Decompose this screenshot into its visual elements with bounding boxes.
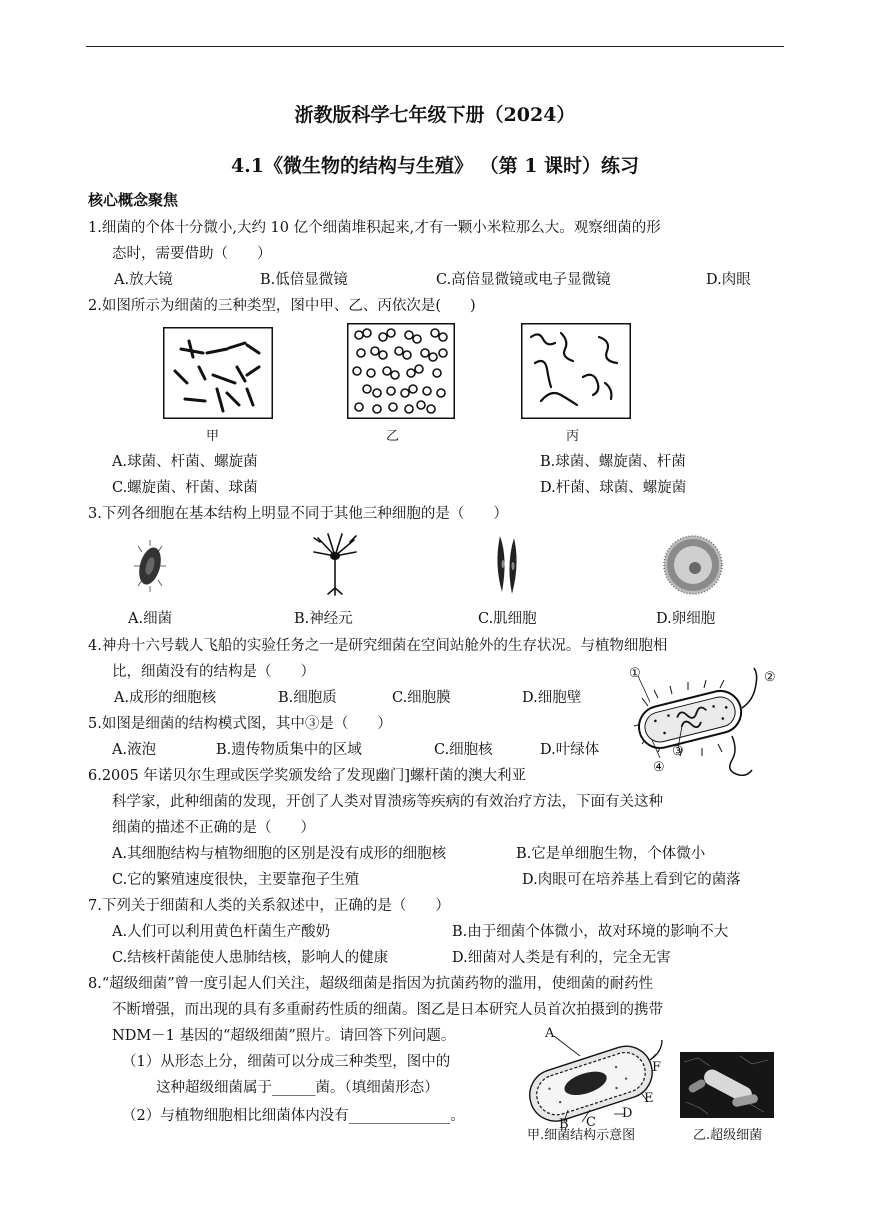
q7-stem: 7.下列关于细菌和人类的关系叙述中，正确的是（ ） — [88, 898, 450, 914]
q1-option-d: D.肉眼 — [706, 272, 751, 288]
q1-option-c: C.高倍显微镜或电子显微镜 — [436, 272, 611, 288]
q3-option-a: A.细菌 — [128, 611, 173, 627]
super-bacteria-photo — [680, 1052, 774, 1118]
q8-label-a: A — [545, 1026, 555, 1041]
q5-option-d: D.叶绿体 — [540, 742, 600, 758]
bacillus-figure — [163, 327, 273, 419]
q2-caption-yi: 乙 — [386, 429, 400, 444]
q8-sub1-line2: 这种超级细菌属于______菌。（填细菌形态） — [156, 1080, 439, 1096]
q6-option-d: D.肉眼可在培养基上看到它的菌落 — [522, 872, 741, 888]
q3-option-b: B.神经元 — [294, 611, 353, 627]
q8-sub2: （2）与植物细胞相比细菌体内没有______________。 — [122, 1108, 465, 1124]
q4-option-c: C.细胞膜 — [392, 690, 451, 706]
q2-option-a: A.球菌、杆菌、螺旋菌 — [112, 454, 258, 470]
q3-option-c: C.肌细胞 — [478, 611, 537, 627]
muscle-cell-image — [486, 534, 526, 596]
q8-label-d: D — [622, 1106, 633, 1121]
q4-option-a: A.成形的细胞核 — [114, 690, 217, 706]
q8-label-c: C — [586, 1115, 596, 1130]
q6-stem-line3: 细菌的描述不正确的是（ ） — [112, 820, 315, 836]
page-title: 浙教版科学七年级下册（2024） — [294, 104, 576, 126]
q6-stem-line1: 6.2005 年诺贝尔生理或医学奖颁发给了发现幽门]螺杆菌的澳大利亚 — [88, 768, 526, 784]
q5-label-1: ① — [629, 666, 641, 681]
q8-stem-line1: 8.“超级细菌”曾一度引起人们关注，超级细菌是指因为抗菌药物的滥用，使细菌的耐药性 — [88, 976, 654, 992]
q5-option-c: C.细胞核 — [434, 742, 493, 758]
q2-option-c: C.螺旋菌、杆菌、球菌 — [112, 480, 258, 496]
q8-label-f: F — [652, 1060, 662, 1075]
q3-stem: 3.下列各细胞在基本结构上明显不同于其他三种细胞的是（ ） — [88, 506, 508, 522]
q8-caption-yi: 乙.超级细菌 — [693, 1128, 763, 1143]
q7-option-b: B.由于细菌个体微小，故对环境的影响不大 — [452, 924, 729, 940]
q2-stem: 2.如图所示为细菌的三种类型，图中甲、乙、丙依次是( ) — [88, 298, 476, 314]
q8-stem-line2: 不断增强，而出现的具有多重耐药性质的细菌。图乙是日本研究人员首次拍摄到的携带 — [112, 1002, 663, 1018]
q8-sub1-line1: （1）从形态上分，细菌可以分成三种类型，图中的 — [122, 1054, 451, 1070]
q5-label-2: ② — [764, 670, 776, 685]
q6-option-c: C.它的繁殖速度很快，主要靠孢子生殖 — [112, 872, 360, 888]
q8-stem-line3: NDM－1 基因的“超级细菌”照片。请回答下列问题。 — [112, 1028, 456, 1044]
q6-option-b: B.它是单细胞生物，个体微小 — [516, 846, 706, 862]
q5-option-b: B.遗传物质集中的区域 — [216, 742, 362, 758]
bacterium-cell-image — [130, 538, 170, 594]
q2-caption-bing: 丙 — [566, 429, 580, 444]
q7-option-c: C.结核杆菌能使人患肺结核，影响人的健康 — [112, 950, 389, 966]
q3-option-d: D.卵细胞 — [656, 611, 716, 627]
q2-option-d: D.杆菌、球菌、螺旋菌 — [540, 480, 687, 496]
egg-cell-image — [662, 534, 724, 596]
q5-label-4: ④ — [653, 760, 665, 775]
page-subtitle: 4.1《微生物的结构与生殖》 （第 1 课时）练习 — [230, 155, 640, 177]
q6-stem-line2: 科学家，此种细菌的发现，开创了人类对胃溃疡等疾病的有效治疗方法，下面有关这种 — [112, 794, 663, 810]
q1-stem-line1: 1.细菌的个体十分微小,大约 10 亿个细菌堆积起来,才有一颗小米粒那么大。观察细菌的形 — [88, 220, 661, 236]
q8-caption-jia: 甲.细菌结构示意图 — [527, 1128, 636, 1143]
neuron-image — [310, 532, 360, 596]
q8-label-b: B — [559, 1117, 569, 1132]
q4-stem-line1: 4.神舟十六号载人飞船的实验任务之一是研究细菌在空间站舱外的生存状况。与植物细胞相 — [88, 638, 668, 654]
q2-option-b: B.球菌、螺旋菌、杆菌 — [540, 454, 686, 470]
q1-option-b: B.低倍显微镜 — [260, 272, 348, 288]
section-heading: 核心概念聚焦 — [88, 191, 179, 209]
coccus-figure — [347, 323, 455, 419]
q5-label-3: ③ — [672, 744, 684, 759]
q4-option-b: B.细胞质 — [278, 690, 337, 706]
spirillum-figure — [521, 323, 631, 419]
q4-option-d: D.细胞壁 — [522, 690, 582, 706]
q1-stem-line2: 态时，需要借助（ ） — [112, 246, 272, 262]
q2-caption-jia: 甲 — [206, 429, 220, 444]
header-rule — [86, 46, 784, 47]
q7-option-d: D.细菌对人类是有利的，完全无害 — [452, 950, 671, 966]
q6-option-a: A.其细胞结构与植物细胞的区别是没有成形的细胞核 — [112, 846, 447, 862]
bacterium-structure-diagram — [622, 664, 782, 776]
q5-stem: 5.如图是细菌的结构模式图，其中③是（ ） — [88, 716, 392, 732]
q5-option-a: A.液泡 — [112, 742, 157, 758]
q1-option-a: A.放大镜 — [114, 272, 173, 288]
q8-label-e: E — [644, 1091, 654, 1106]
q7-option-a: A.人们可以利用黄色杆菌生产酸奶 — [112, 924, 331, 940]
q4-stem-line2: 比，细菌没有的结构是（ ） — [112, 664, 315, 680]
